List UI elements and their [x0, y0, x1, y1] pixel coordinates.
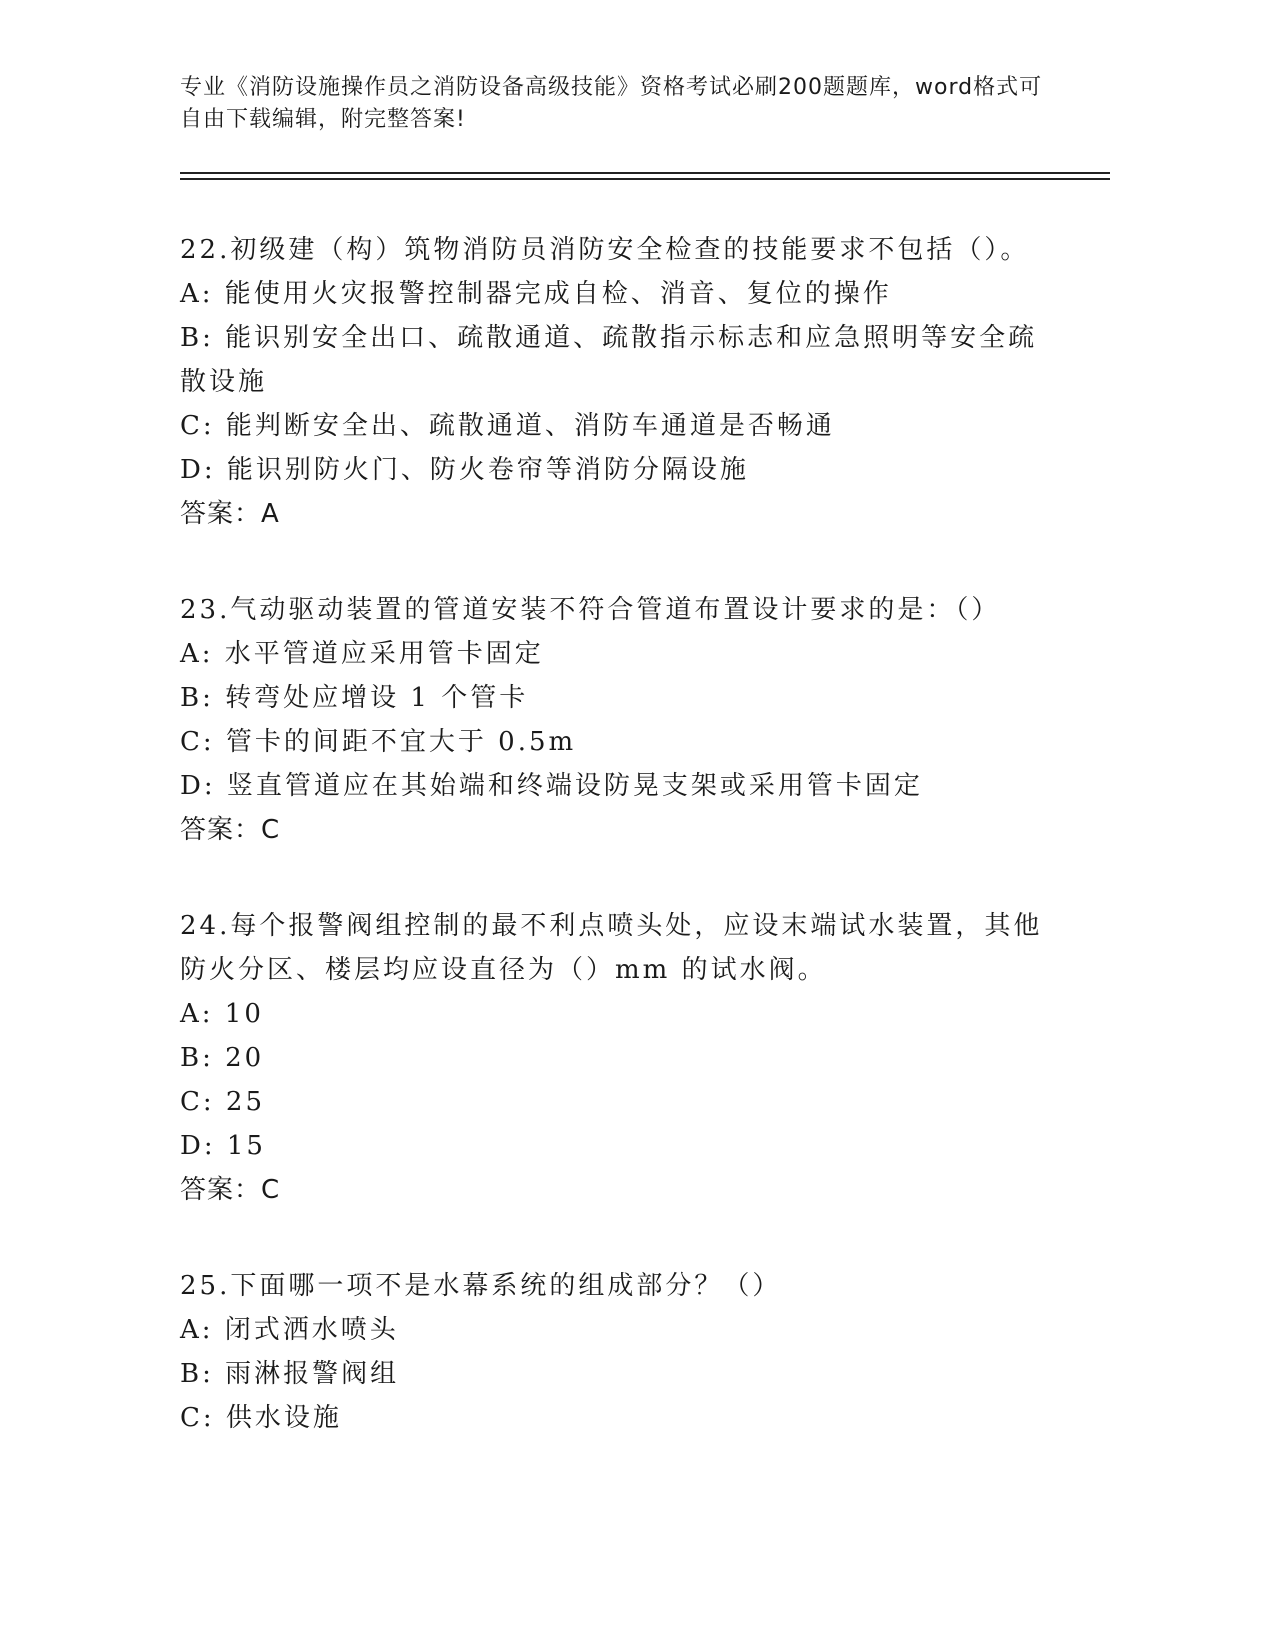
question-23 [180, 588, 1060, 852]
question-25 [180, 1264, 1060, 1440]
option-b: B: 雨淋报警阀组 [180, 1359, 400, 1389]
question-22 [180, 228, 1060, 536]
answer-label: 答案：C [180, 1175, 281, 1205]
question-stem: 22.初级建（构）筑物消防员消防安全检查的技能要求不包括（）。 [180, 235, 1030, 265]
document-header: 专业《消防设施操作员之消防设备高级技能》资格考试必刷200题题库，word格式可自由下载编辑，附完整答案! [180, 75, 1043, 132]
option-d: D: 15 [180, 1131, 266, 1161]
option-a: A: 水平管道应采用管卡固定 [180, 639, 544, 669]
option-b: B: 20 [180, 1043, 265, 1073]
header-divider-top [180, 172, 1110, 174]
option-c: C: 供水设施 [180, 1403, 342, 1433]
question-stem: 25.下面哪一项不是水幕系统的组成部分？（） [180, 1271, 782, 1301]
question-24 [180, 904, 1060, 1212]
option-a: A: 10 [180, 999, 264, 1029]
option-b: B: 转弯处应增设 1 个管卡 [180, 683, 529, 713]
option-c: C: 管卡的间距不宜大于 0.5m [180, 727, 577, 757]
option-d: D: 竖直管道应在其始端和终端设防晃支架或采用管卡固定 [180, 771, 923, 801]
option-d: D: 能识别防火门、防火卷帘等消防分隔设施 [180, 455, 749, 485]
question-stem: 24.每个报警阀组控制的最不利点喷头处，应设末端试水装置，其他防火分区、楼层均应设直径为（）mm 的试水阀。 [180, 911, 1043, 985]
option-c: C: 能判断安全出、疏散通道、消防车通道是否畅通 [180, 411, 835, 441]
answer-label: 答案：C [180, 815, 281, 845]
option-a: A: 能使用火灾报警控制器完成自检、消音、复位的操作 [180, 279, 892, 309]
option-b: B: 能识别安全出口、疏散通道、疏散指示标志和应急照明等安全疏散设施 [180, 323, 1038, 397]
answer-label: 答案：A [180, 499, 280, 529]
option-c: C: 25 [180, 1087, 266, 1117]
option-a: A: 闭式洒水喷头 [180, 1315, 399, 1345]
header-divider-bottom [180, 178, 1110, 180]
question-stem: 23.气动驱动装置的管道安装不符合管道布置设计要求的是：（） [180, 595, 1001, 625]
question-list [180, 228, 1060, 1492]
